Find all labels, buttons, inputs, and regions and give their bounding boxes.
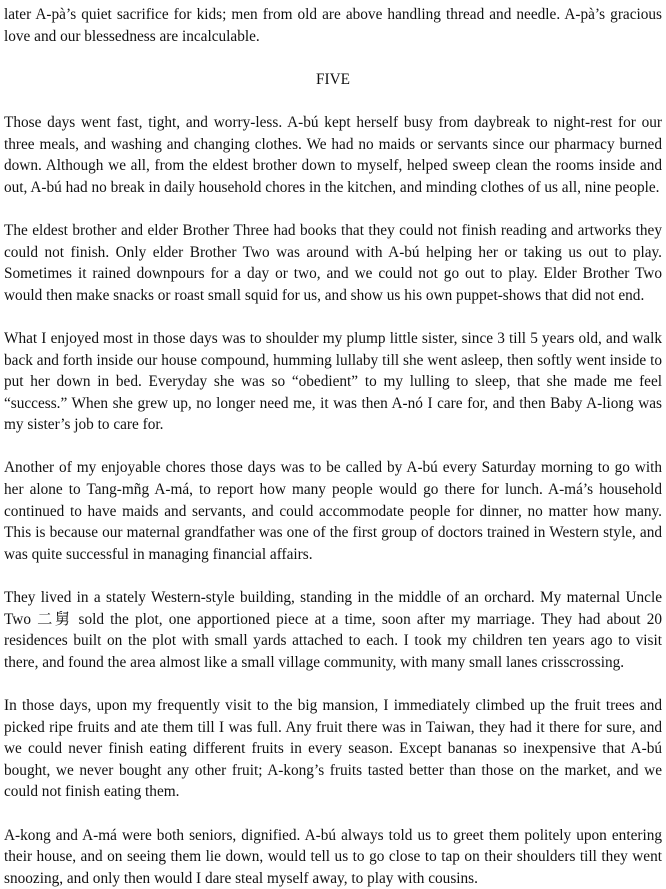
section-heading: FIVE xyxy=(316,70,350,88)
body-paragraph: They lived in a stately Western-style building, standing in the middle of an orchard. My maternal Uncle Two 二舅 sold the plot, one apportioned piece at a time, soon after my marriage. They had about 20 residences built on the plot with small yards attached to each. I took my children ten years ago to visit there, and found the area almost like a small village community, with many small lanes crisscrossing. xyxy=(4,589,662,671)
body-paragraph: Those days went fast, tight, and worry-less. A-bú kept herself busy from daybreak to night-rest for our three meals, and washing and changing clothes. We had no maids or servants since our pharmacy burned down. Although we all, from the eldest brother down to myself, helped sweep clean the rooms inside and out, A-bú had no break in daily household chores in the kitchen, and minding clothes of us all, nine people. xyxy=(4,113,662,196)
body-paragraph: A-kong and A-má were both seniors, dignified. A-bú always told us to greet them politely upon entering their house, and on seeing them lie down, would tell us to go close to tap on their shoulders till they went snoozing, and only then would I dare steal myself away, to play with cousins. xyxy=(4,826,662,887)
body-paragraph: What I enjoyed most in those days was to shoulder my plump little sister, since 3 till 5 years old, and walk back and forth inside our house compound, humming lullaby till she went asleep, then softly went inside to put her down in bed. Everyday she was so “obedient” to my lulling to sleep, that she made me feel “success.” When she grew up, no longer need me, it was then A-nó I care for, and then Baby A-liong was my sister’s job to care for. xyxy=(4,329,662,434)
body-paragraph: In those days, upon my frequently visit to the big mansion, I immediately climbed up the fruit trees and picked ripe fruits and ate them till I was full. Any fruit there was in Taiwan, they had it there for sure, and we could never finish eating different fruits in every season. Except bananas so inexpensive that A-bú bought, we never bought any other fruit; A-kong’s fruits tasted better than those on the market, and we could not finish eating them. xyxy=(4,697,662,801)
body-paragraph: The eldest brother and elder Brother Three had books that they could not finish reading and artworks they could not finish. Only elder Brother Two was around with A-bú helping her or taking us out to play. Sometimes it rained downpours for a day or two, and we could not go out to play. Elder Brother Two would then make snacks or roast small squid for us, and show us his own puppet-shows that did not end. xyxy=(4,221,662,304)
intro-paragraph: later A-pà’s quiet sacrifice for kids; men from old are above handling thread and needle. A-pà’s gracious love and our blessedness are incalculable. xyxy=(4,6,662,45)
body-paragraph: Another of my enjoyable chores those days was to be called by A-bú every Saturday morning to go with her alone to Tang-mñg A-má, to report how many people would go there for lunch. A-má’s household continued to have maids and servants, and could accommodate people for dinner, no matter how many. This is because our maternal grandfather was one of the first group of doctors trained in Western style, and was quite successful in managing financial affairs. xyxy=(4,459,662,563)
